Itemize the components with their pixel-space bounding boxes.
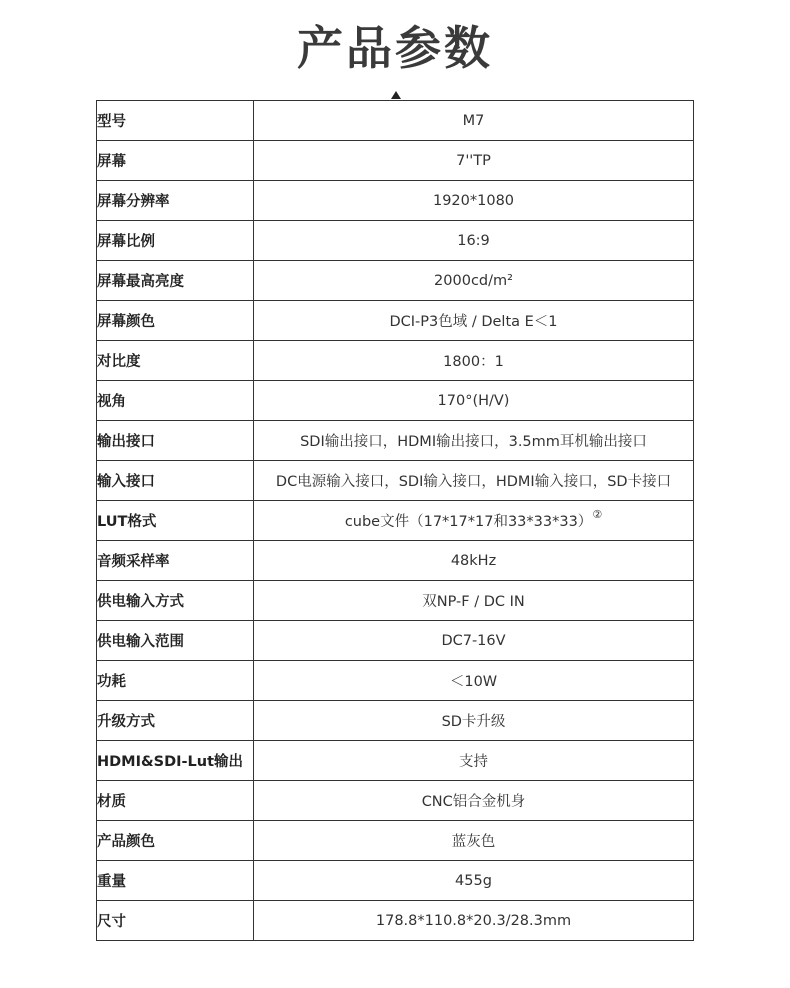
table-row	[97, 261, 694, 301]
row-value: DC7-16V	[254, 621, 694, 661]
row-label: 音频采样率	[97, 541, 254, 581]
row-value: 7''TP	[254, 141, 694, 181]
table-row	[97, 101, 694, 141]
row-value: 蓝灰色	[254, 821, 694, 861]
row-label: 屏幕比例	[97, 221, 254, 261]
row-value: 178.8*110.8*20.3/28.3mm	[254, 901, 694, 941]
row-value: 455g	[254, 861, 694, 901]
table-row	[97, 221, 694, 261]
row-value: 支持	[254, 741, 694, 781]
row-value: ＜10W	[254, 661, 694, 701]
row-value: 170°(H/V)	[254, 381, 694, 421]
row-label: 屏幕颜色	[97, 301, 254, 341]
row-label: 供电输入范围	[97, 621, 254, 661]
table-row	[97, 621, 694, 661]
row-label: 屏幕分辨率	[97, 181, 254, 221]
table-row	[97, 741, 694, 781]
table-row	[97, 501, 694, 541]
row-value: 1920*1080	[254, 181, 694, 221]
table-row	[97, 821, 694, 861]
lut-value-text: cube文件（17*17*17和33*33*33）	[344, 514, 593, 530]
row-label: 尺寸	[97, 901, 254, 941]
row-label: LUT格式	[97, 501, 254, 541]
row-value: 16:9	[254, 221, 694, 261]
table-row	[97, 301, 694, 341]
row-label: 材质	[97, 781, 254, 821]
row-label: 型号	[97, 101, 254, 141]
row-value: SDI输出接口，HDMI输出接口，3.5mm耳机输出接口	[254, 421, 694, 461]
row-label: 重量	[97, 861, 254, 901]
table-row	[97, 341, 694, 381]
table-row	[97, 661, 694, 701]
row-label: 产品颜色	[97, 821, 254, 861]
spec-table	[96, 100, 694, 941]
row-label: 对比度	[97, 341, 254, 381]
row-value: M7	[254, 101, 694, 141]
table-row	[97, 181, 694, 221]
row-label: 屏幕最高亮度	[97, 261, 254, 301]
table-row	[97, 701, 694, 741]
footnote-marker: ②	[592, 508, 603, 522]
row-label: 供电输入方式	[97, 581, 254, 621]
table-row	[97, 581, 694, 621]
row-label: 屏幕	[97, 141, 254, 181]
triangle-marker-icon	[391, 91, 401, 99]
row-label: HDMI&SDI-Lut输出	[97, 741, 254, 781]
row-label: 升级方式	[97, 701, 254, 741]
row-value	[254, 501, 694, 541]
row-label: 视角	[97, 381, 254, 421]
row-value: CNC铝合金机身	[254, 781, 694, 821]
table-row	[97, 461, 694, 501]
row-label: 输出接口	[97, 421, 254, 461]
table-row	[97, 381, 694, 421]
row-value: DC电源输入接口，SDI输入接口，HDMI输入接口，SD卡接口	[254, 461, 694, 501]
row-label: 输入接口	[97, 461, 254, 501]
table-row	[97, 421, 694, 461]
row-value: SD卡升级	[254, 701, 694, 741]
table-row	[97, 861, 694, 901]
row-value: 2000cd/m²	[254, 261, 694, 301]
row-value: 1800：1	[254, 341, 694, 381]
table-row	[97, 781, 694, 821]
table-row	[97, 541, 694, 581]
table-row	[97, 141, 694, 181]
row-label: 功耗	[97, 661, 254, 701]
row-value: 48kHz	[254, 541, 694, 581]
page-title: 产品参数	[297, 21, 493, 75]
row-value: DCI-P3色域 / Delta E＜1	[254, 301, 694, 341]
row-value: 双NP-F / DC IN	[254, 581, 694, 621]
table-row	[97, 901, 694, 941]
